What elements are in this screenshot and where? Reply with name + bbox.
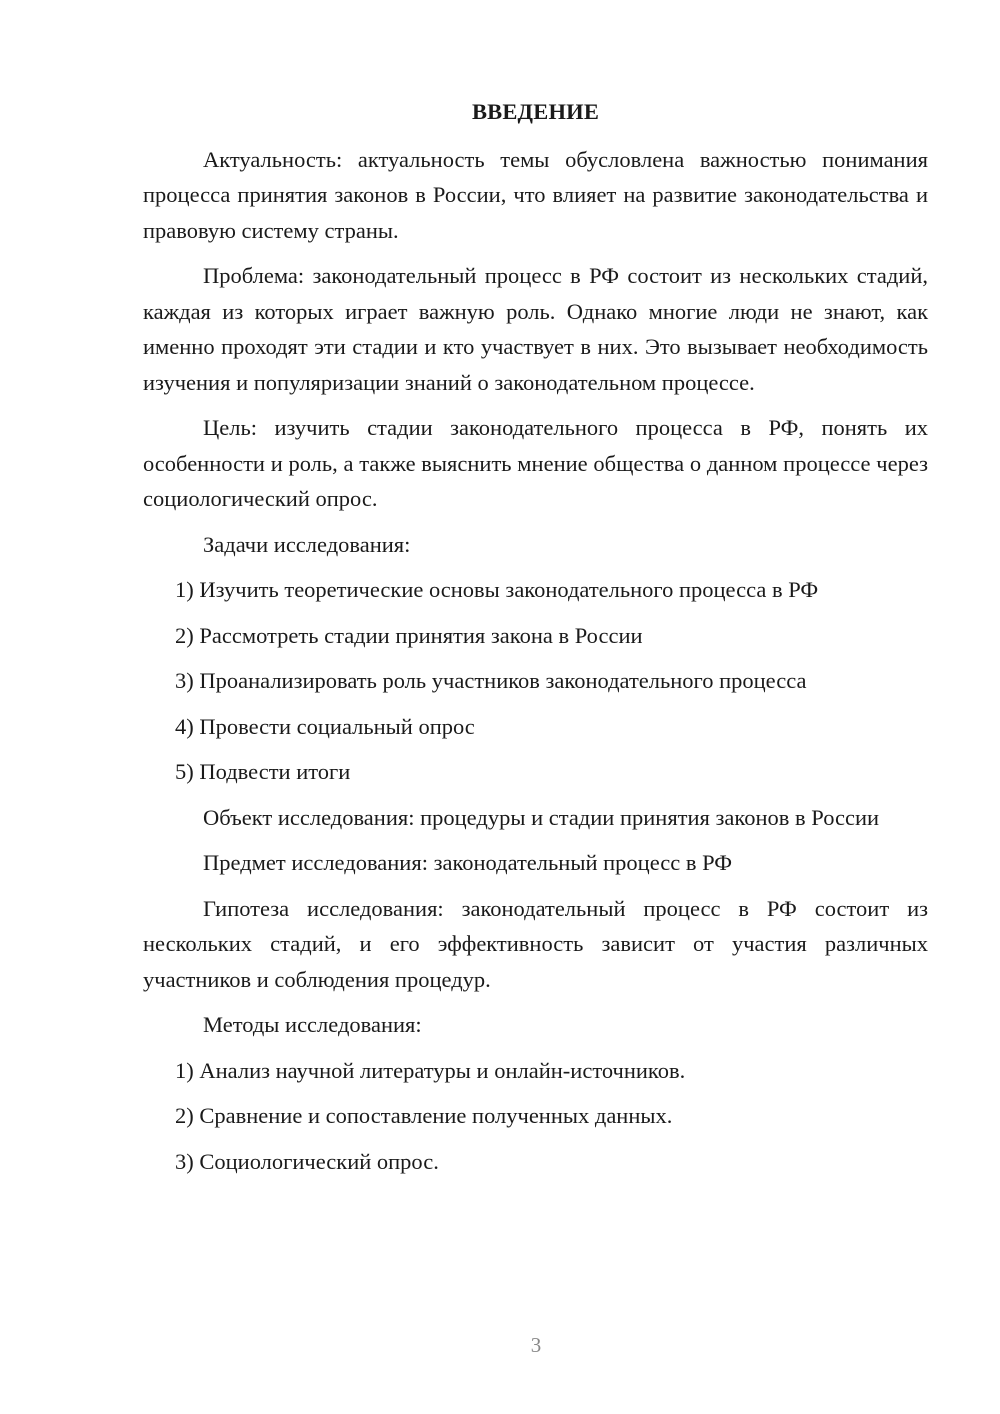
tasks-list: [143, 572, 928, 790]
task-item: 5) Подвести итоги: [175, 759, 351, 784]
object-paragraph: Объект исследования: процедуры и стадии принятия законов в России: [203, 804, 880, 830]
goal-paragraph: Цель: изучить стадии законодательного процесса в РФ, понять их особенности и роль, а также выяснить мнение общества о данном процессе через социологический опрос.: [143, 415, 928, 511]
section-title: ВВЕДЕНИЕ: [471, 99, 600, 124]
task-item: 2) Рассмотреть стадии принятия закона в России: [175, 622, 643, 648]
method-item: 1) Анализ научной литературы и онлайн-источников.: [175, 1057, 686, 1083]
relevance-paragraph: Актуальность: актуальность темы обусловлена важностью понимания процесса принятия законов в России, что влияет на развитие законодательства и правовую систему страны.: [143, 146, 928, 243]
task-item: 1) Изучить теоретические основы законодательного процесса в РФ: [175, 577, 819, 602]
method-item: 3) Социологический опрос.: [175, 1148, 439, 1174]
task-item: 3) Проанализировать роль участников законодательного процесса: [175, 668, 807, 693]
method-item: 2) Сравнение и сопоставление полученных данных.: [175, 1103, 673, 1128]
page-number: 3: [530, 1333, 542, 1357]
problem-paragraph: Проблема: законодательный процесс в РФ состоит из нескольких стадий, каждая из которых играет важную роль. Однако многие люди не знают, как именно проходят эти стадии и кто участвует в них. Это вызывает необходимость изучения и популяризации знаний о законодательном процессе.: [143, 263, 928, 395]
methods-heading: Методы исследования:: [203, 1012, 422, 1037]
page-content: [143, 94, 928, 1189]
methods-list: [143, 1053, 928, 1180]
subject-paragraph: Предмет исследования: законодательный процесс в РФ: [203, 850, 732, 875]
tasks-heading: Задачи исследования:: [203, 531, 411, 557]
task-item: 4) Провести социальный опрос: [175, 713, 475, 739]
hypothesis-paragraph: Гипотеза исследования: законодательный процесс в РФ состоит из нескольких стадий, и его эффективность зависит от участия различных участников и соблюдения процедур.: [143, 895, 928, 992]
